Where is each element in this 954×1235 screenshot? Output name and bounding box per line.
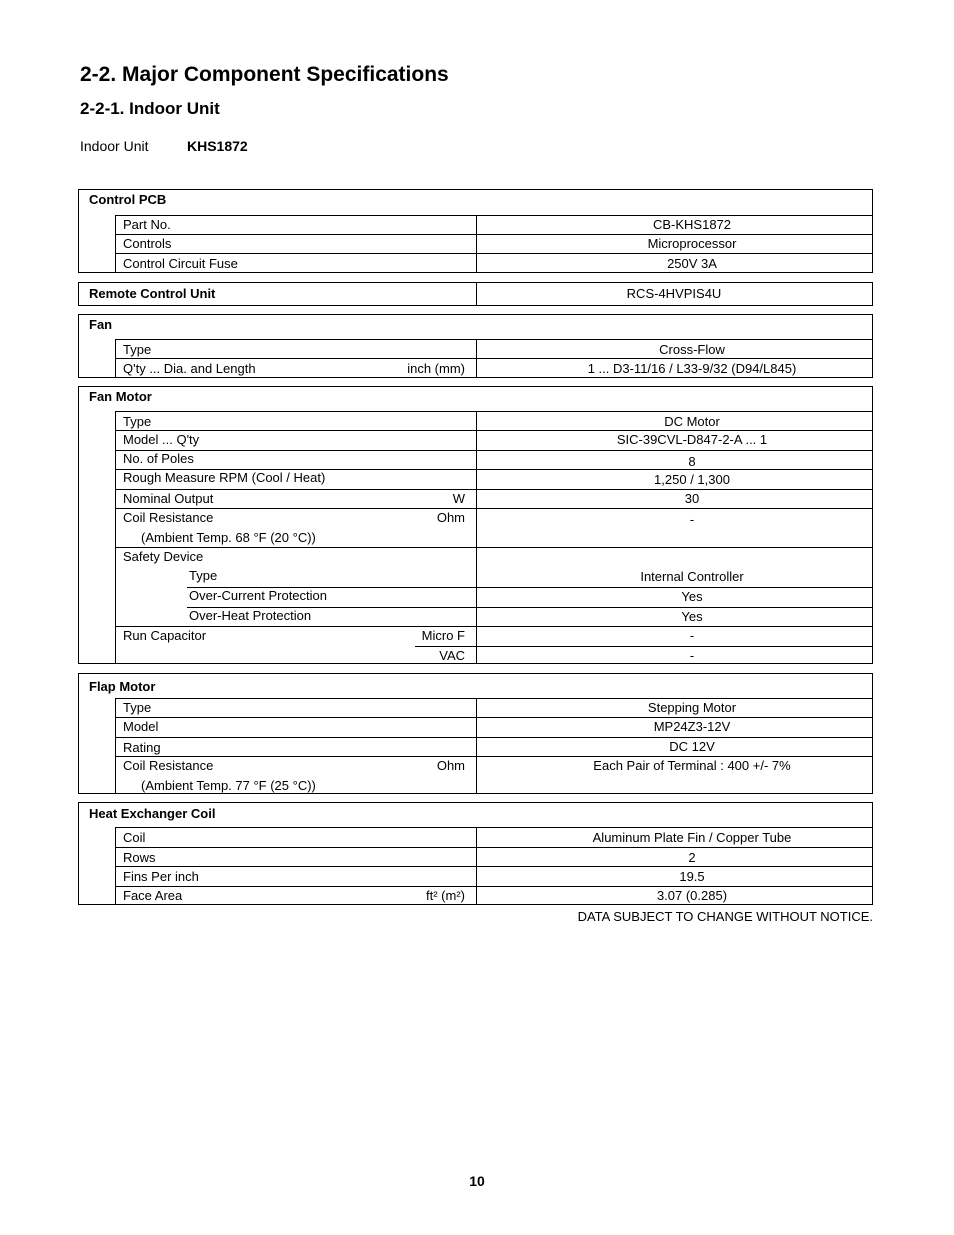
table-row: Control Circuit Fuse 250V 3A [115, 253, 872, 272]
table-row: Q'ty ... Dia. and Length inch (mm) 1 ... D3-11/16 / L33-9/32 (D94/L845) [115, 358, 872, 377]
table-row: Type DC Motor [115, 411, 872, 430]
table-row: Controls Microprocessor [115, 234, 872, 253]
remote-control-value: RCS-4HVPIS4U [626, 286, 722, 301]
fan-header: Fan [89, 317, 113, 332]
table-row: Rough Measure RPM (Cool / Heat) 1,250 / 1,300 [115, 469, 872, 489]
page-number: 10 [469, 1173, 485, 1189]
table-row: Face Area ft² (m²) 3.07 (0.285) [115, 886, 872, 904]
table-row: Rows 2 [115, 847, 872, 866]
table-row: Type Stepping Motor [115, 698, 872, 717]
fan-table [78, 314, 873, 378]
table-row: Coil Aluminum Plate Fin / Copper Tube [115, 827, 872, 847]
remote-control-label: Remote Control Unit [89, 286, 216, 301]
section-title: 2-2. Major Component Specifications [80, 63, 449, 86]
fan-motor-table [78, 386, 873, 664]
footer-note: DATA SUBJECT TO CHANGE WITHOUT NOTICE. [577, 909, 873, 924]
control-pcb-header: Control PCB [89, 192, 167, 207]
table-row: Coil Resistance Ohm (Ambient Temp. 77 °F (25 °C)) Each Pair of Terminal : 400 +/- 7% [115, 756, 872, 793]
table-row: Rating DC 12V [115, 737, 872, 756]
unit-line [80, 138, 248, 154]
table-row: Model ... Q'ty SIC-39CVL-D847-2-A ... 1 [115, 430, 872, 450]
table-row: Type Cross-Flow [115, 339, 872, 358]
table-row: Run Capacitor Micro F - VAC - [115, 626, 872, 663]
remote-control-table [78, 282, 873, 306]
heat-exchanger-table [78, 802, 873, 905]
control-pcb-table [78, 189, 873, 273]
table-row: Safety Device Type Internal Controller Over-Current Protection Yes Over-Heat Protection Yes [115, 547, 872, 627]
fan-motor-header: Fan Motor [89, 389, 152, 404]
flap-motor-table [78, 673, 873, 794]
table-row: Fins Per inch 19.5 [115, 866, 872, 886]
table-row: No. of Poles 8 [115, 450, 872, 469]
table-row: Coil Resistance Ohm (Ambient Temp. 68 °F (20 °C)) - [115, 508, 872, 547]
heat-exchanger-header: Heat Exchanger Coil [89, 806, 216, 821]
unit-label: Indoor Unit [80, 138, 149, 154]
subsection-title: 2-2-1. Indoor Unit [80, 99, 220, 118]
table-row: Nominal Output W 30 [115, 489, 872, 508]
table-row: Part No. CB-KHS1872 [115, 215, 872, 234]
table-row: Model MP24Z3-12V [115, 717, 872, 737]
unit-model: KHS1872 [187, 138, 248, 154]
flap-motor-header: Flap Motor [89, 679, 156, 694]
